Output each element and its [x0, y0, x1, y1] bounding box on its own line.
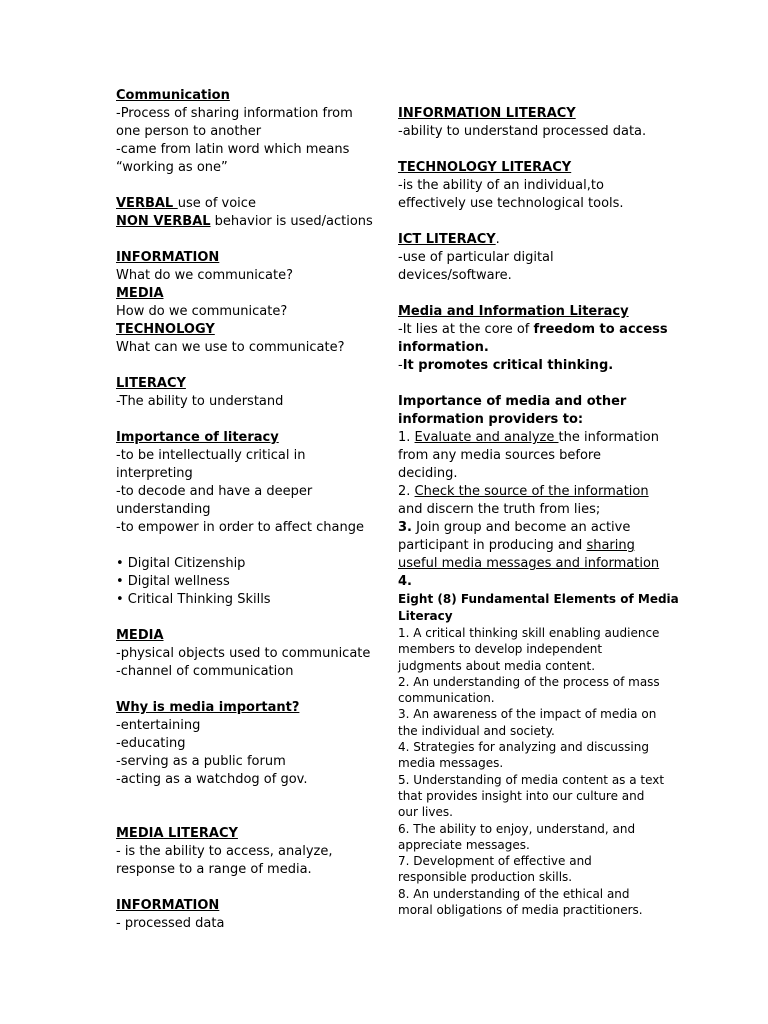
- info-literacy-heading: INFORMATION LITERACY: [398, 106, 576, 121]
- bullet-item: • Critical Thinking Skills: [116, 592, 271, 607]
- eight-elements-line: that provides insight into our culture and: [398, 788, 645, 803]
- media-section-line: -physical objects used to communicate: [116, 646, 371, 661]
- information-section-text: - processed data: [116, 916, 225, 931]
- media-text: How do we communicate?: [116, 304, 288, 319]
- item-number: 2.: [398, 484, 415, 499]
- media-section-line: -channel of communication: [116, 664, 294, 679]
- right-column: [398, 105, 679, 918]
- importance-literacy-line: -to decode and have a deeper: [116, 484, 313, 499]
- eight-elements-line: 4. Strategies for analyzing and discussing: [398, 740, 649, 755]
- communication-heading: Communication: [116, 88, 230, 103]
- importance-literacy-line: -to empower in order to affect change: [116, 520, 364, 535]
- mil-text: -: [398, 358, 403, 373]
- mil-bold-text: It promotes critical thinking.: [402, 358, 614, 373]
- item-text: Join group and become an active: [411, 520, 631, 535]
- eight-elements-line: our lives.: [398, 805, 453, 820]
- eight-elements-heading: Literacy: [398, 609, 453, 623]
- verbal-definition: [116, 195, 378, 213]
- information-text: What do we communicate?: [116, 268, 294, 283]
- item-text: participant in producing and: [398, 538, 587, 553]
- mil-heading: Media and Information Literacy: [398, 304, 629, 319]
- eight-elements-line: the individual and society.: [398, 723, 555, 738]
- verbal-text: use of voice: [177, 196, 256, 211]
- information-section-heading: INFORMATION: [116, 898, 220, 913]
- importance-item-3: [398, 519, 660, 537]
- mil-line: [398, 357, 660, 375]
- eight-elements-line: 6. The ability to enjoy, understand, and: [398, 821, 636, 836]
- importance-literacy-line: -to be intellectually critical in: [116, 448, 306, 463]
- importance-literacy-line: understanding: [116, 502, 211, 517]
- eight-elements-line: communication.: [398, 691, 495, 706]
- ict-literacy-line: -use of particular digital: [398, 250, 554, 265]
- information-heading: INFORMATION: [116, 250, 220, 265]
- ict-literacy-line: devices/software.: [398, 268, 512, 283]
- importance-heading: Importance of media and other: [398, 394, 627, 409]
- eight-elements-line: 1. A critical thinking skill enabling audience: [398, 626, 660, 640]
- communication-line: one person to another: [116, 124, 262, 139]
- nonverbal-term: NON VERBAL: [116, 214, 211, 229]
- importance-item-2-line: and discern the truth from lies;: [398, 502, 601, 517]
- eight-elements-line: judgments about media content.: [398, 658, 596, 673]
- eight-elements-line: 8. An understanding of the ethical and: [398, 886, 630, 901]
- verbal-term: VERBAL: [116, 196, 178, 211]
- why-media-line: -educating: [116, 736, 186, 751]
- communication-line: “working as one”: [116, 160, 228, 175]
- left-column: [116, 87, 378, 933]
- importance-item-4: 4.: [398, 574, 412, 589]
- nonverbal-definition: [116, 213, 378, 231]
- eight-elements-line: appreciate messages.: [398, 837, 530, 852]
- tech-literacy-line: -is the ability of an individual,to: [398, 178, 604, 193]
- communication-line: -came from latin word which means: [116, 142, 350, 157]
- tech-literacy-heading: TECHNOLOGY LITERACY: [398, 160, 572, 175]
- importance-literacy-heading: Importance of literacy: [116, 430, 279, 445]
- bullet-item: • Digital Citizenship: [116, 556, 246, 571]
- eight-elements-line: 5. Understanding of media content as a text: [398, 772, 665, 787]
- info-literacy-text: -ability to understand processed data.: [398, 124, 647, 139]
- why-media-line: -entertaining: [116, 718, 201, 733]
- mil-text: -It lies at the core of: [398, 322, 534, 337]
- eight-elements-line: moral obligations of media practitioners.: [398, 903, 643, 918]
- importance-item-1-line: from any media sources before: [398, 448, 601, 463]
- ict-literacy-dot: .: [495, 232, 500, 247]
- ict-literacy-title: [398, 231, 660, 249]
- bullet-item: • Digital wellness: [116, 574, 230, 589]
- media-literacy-line: - is the ability to access, analyze,: [116, 844, 333, 859]
- communication-line: -Process of sharing information from: [116, 106, 353, 121]
- mil-line: information.: [398, 340, 489, 355]
- why-media-line: -serving as a public forum: [116, 754, 286, 769]
- media-literacy-line: response to a range of media.: [116, 862, 312, 877]
- eight-elements-heading: Eight (8) Fundamental Elements of Media: [398, 592, 679, 606]
- importance-literacy-line: interpreting: [116, 466, 193, 481]
- eight-elements-line: media messages.: [398, 756, 504, 771]
- tech-literacy-line: effectively use technological tools.: [398, 196, 624, 211]
- eight-elements-line: 3. An awareness of the impact of media on: [398, 707, 657, 722]
- importance-heading: information providers to:: [398, 412, 584, 427]
- importance-item-2: [398, 483, 660, 501]
- eight-elements-line: responsible production skills.: [398, 870, 573, 885]
- technology-heading: TECHNOLOGY: [116, 322, 215, 337]
- item-underlined-text: sharing: [586, 538, 635, 553]
- item-number: 3.: [398, 520, 412, 535]
- media-literacy-heading: MEDIA LITERACY: [116, 826, 238, 841]
- importance-item-1: [398, 429, 660, 447]
- media-heading: MEDIA: [116, 286, 164, 301]
- media-section-heading: MEDIA: [116, 628, 164, 643]
- why-media-line: -acting as a watchdog of gov.: [116, 772, 308, 787]
- technology-text: What can we use to communicate?: [116, 340, 345, 355]
- ict-literacy-heading: ICT LITERACY: [398, 232, 496, 247]
- importance-item-3-line: [398, 537, 660, 555]
- item-underlined-text: Check the source of the information: [414, 484, 649, 499]
- item-number: 1.: [398, 430, 415, 445]
- item-underlined-text: Evaluate and analyze: [414, 430, 559, 445]
- mil-line: [398, 321, 668, 339]
- eight-elements-line: members to develop independent: [398, 642, 603, 657]
- literacy-text: -The ability to understand: [116, 394, 284, 409]
- mil-bold-text: freedom to access: [533, 322, 668, 337]
- literacy-heading: LITERACY: [116, 376, 186, 391]
- eight-elements-line: 7. Development of effective and: [398, 854, 592, 869]
- nonverbal-text: behavior is used/actions: [210, 214, 373, 229]
- item-text: the information: [558, 430, 659, 445]
- why-media-heading: Why is media important?: [116, 700, 300, 715]
- importance-item-3-line: useful media messages and information: [398, 556, 660, 571]
- importance-item-1-line: deciding.: [398, 466, 458, 481]
- eight-elements-line: 2. An understanding of the process of mass: [398, 674, 660, 689]
